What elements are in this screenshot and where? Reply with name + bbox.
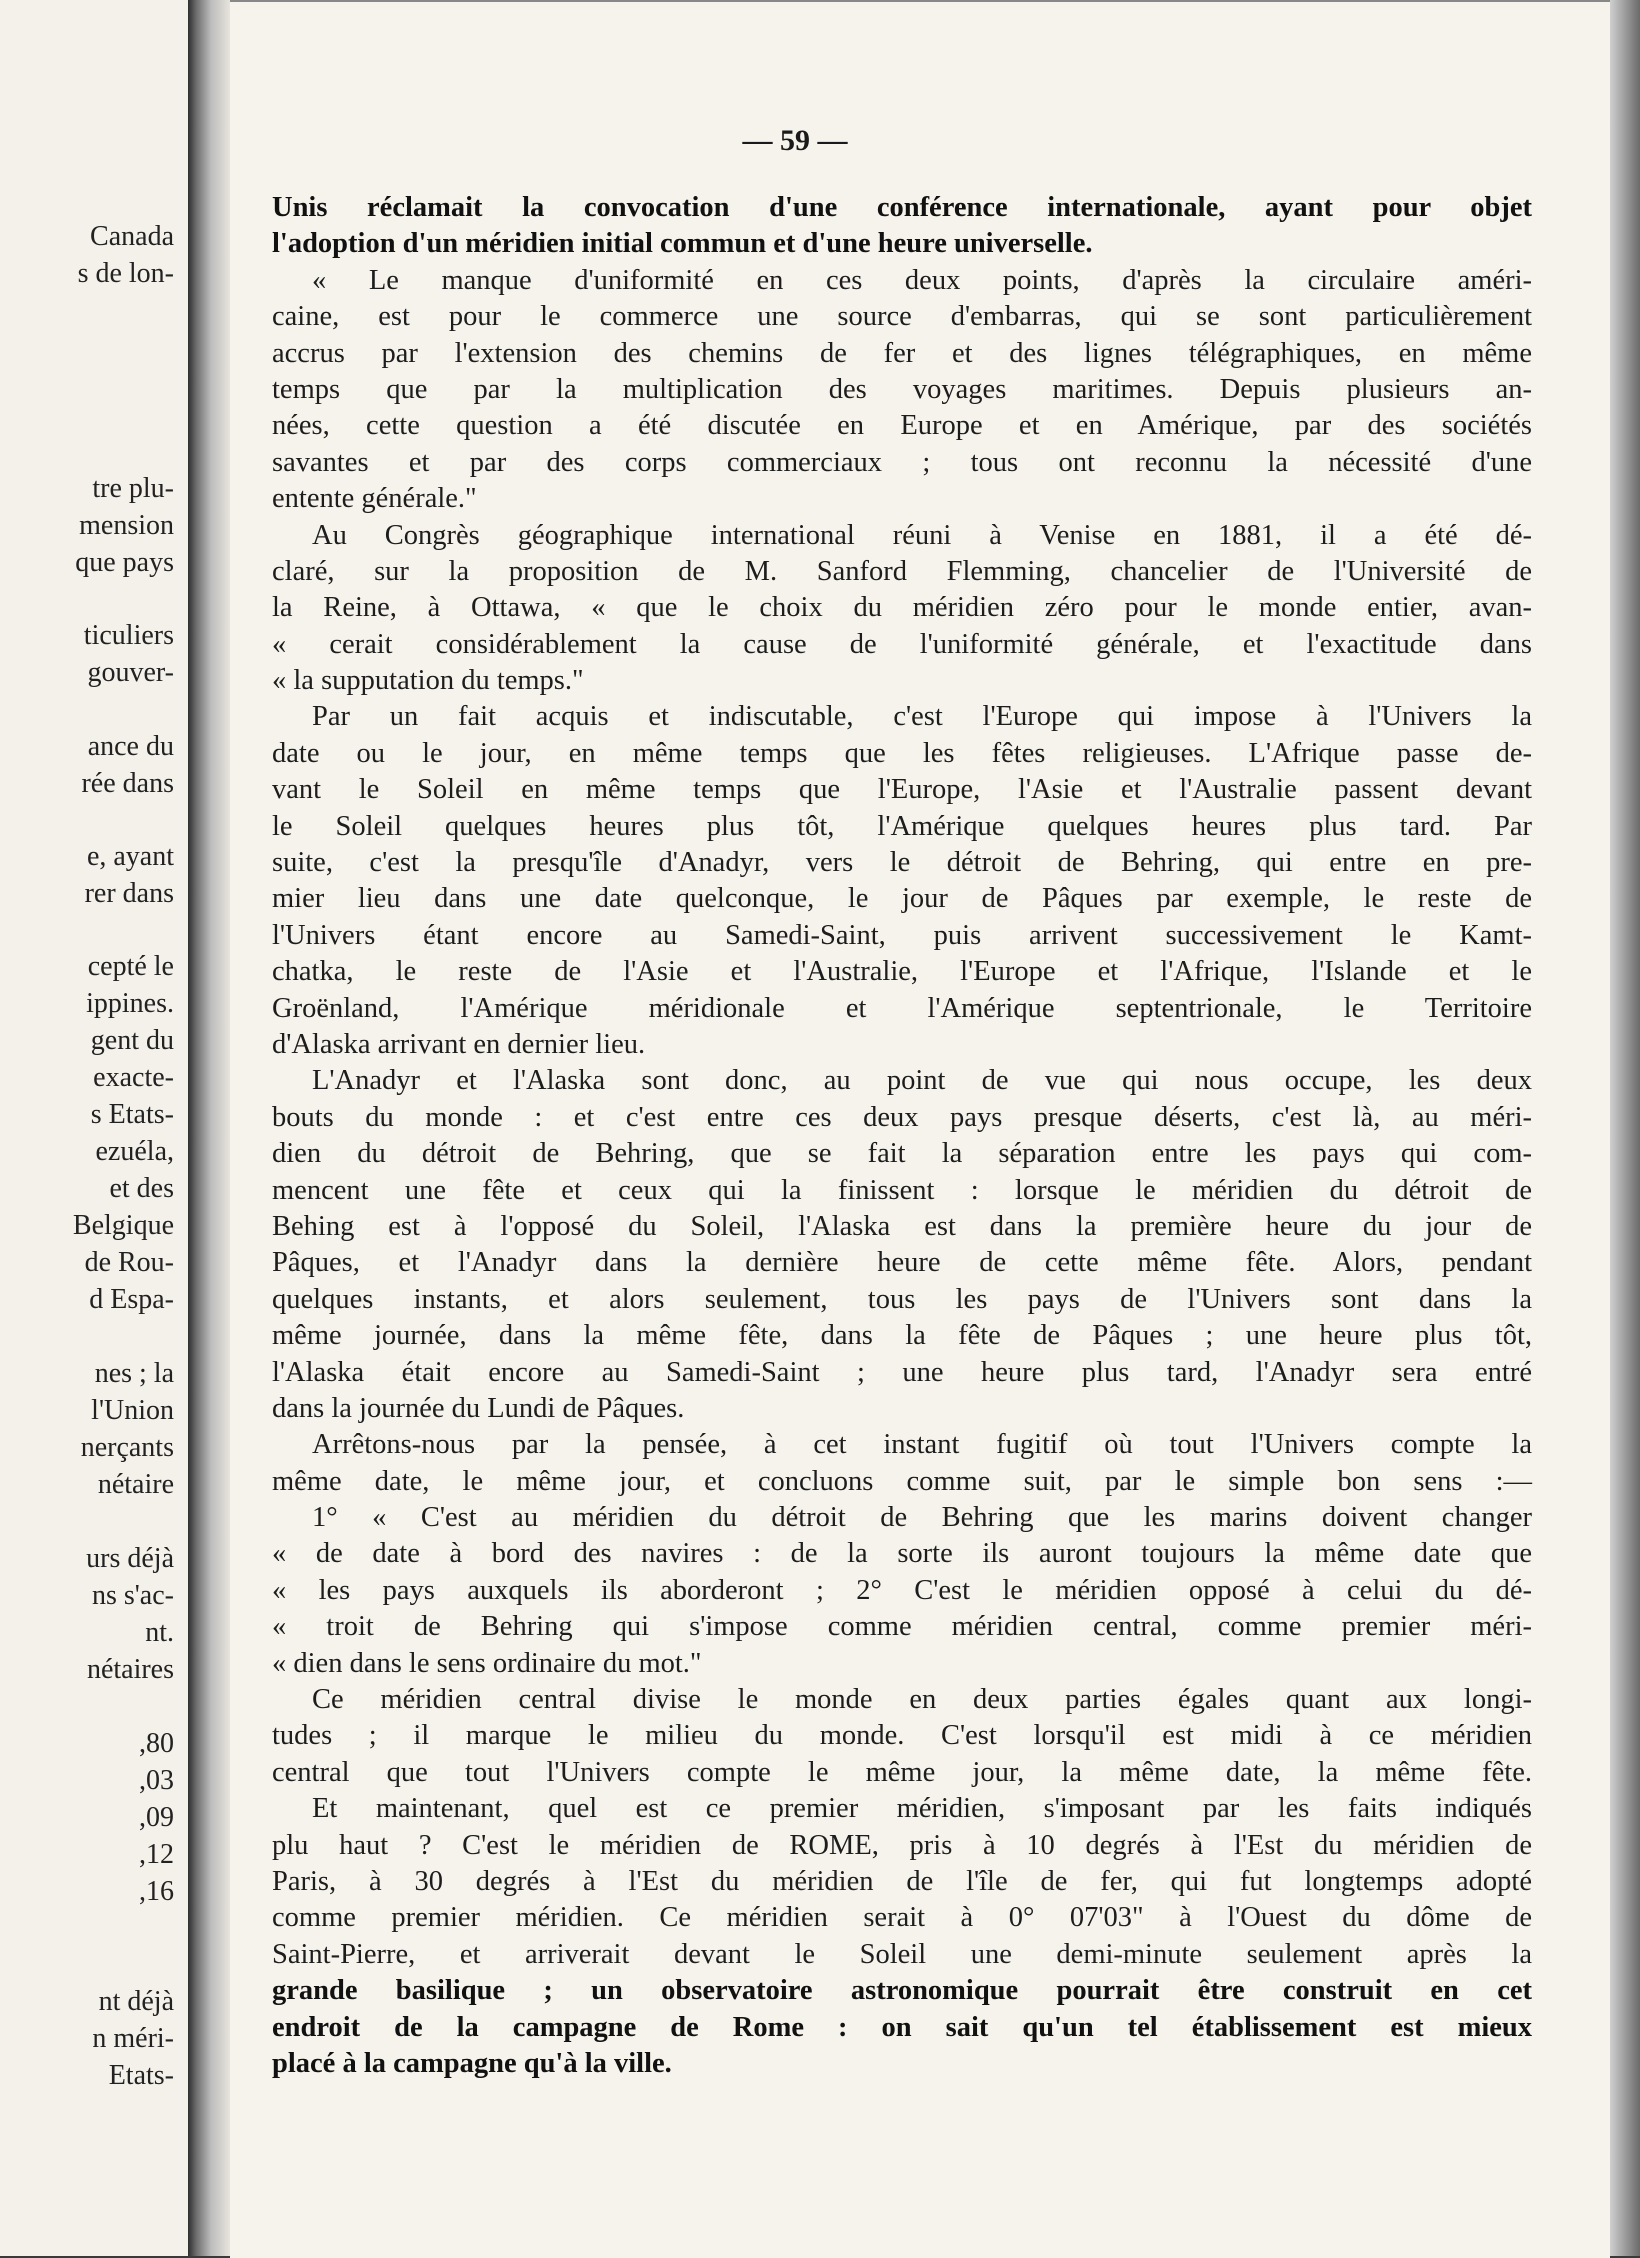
facing-page-line: Canada [90, 221, 174, 252]
text-line: l'Univers étant encore au Samedi-Saint, puis arrivent successivement le Kamt- [272, 919, 1532, 951]
text-line: mier lieu dans une date quelconque, le jour de Pâques par exemple, le reste de [272, 883, 1532, 915]
facing-page-line: nerçants [80, 1432, 174, 1463]
body-text [272, 190, 1532, 2082]
text-line: d'Alaska arrivant en dernier lieu. [272, 1028, 646, 1060]
text-line: même journée, dans la même fête, dans la fête de Pâques ; une heure plus tôt, [272, 1320, 1532, 1352]
facing-page-line: tre plu- [92, 473, 174, 504]
facing-page-line: nes ; la [94, 1358, 174, 1389]
text-line: l'adoption d'un méridien initial commun et d'une heure universelle. [272, 228, 1093, 260]
text-line: « Le manque d'uniformité en ces deux points, d'après la circulaire améri- [312, 264, 1532, 296]
text-line: temps que par la multiplication des voyages maritimes. Depuis plusieurs an- [272, 373, 1532, 405]
text-line: 1° « C'est au méridien du détroit de Behring que les marins doivent changer [312, 1502, 1532, 1534]
facing-page-line: et des [109, 1173, 174, 1204]
facing-page-line: ippines. [86, 988, 174, 1019]
text-line: Et maintenant, quel est ce premier méridien, s'imposant par les faits indiqués [312, 1793, 1532, 1825]
facing-page-line: exacte- [93, 1062, 174, 1093]
facing-page-line: nt déjà [98, 1986, 174, 2017]
text-line: « troit de Behring qui s'impose comme méridien central, comme premier méri- [272, 1611, 1532, 1643]
facing-page-line: rer dans [84, 878, 174, 909]
book-page [230, 0, 1610, 2258]
facing-page-line: gent du [90, 1025, 174, 1056]
text-line: mencent une fête et ceux qui la finissent : lorsque le méridien du détroit de [272, 1174, 1532, 1206]
text-line: placé à la campagne qu'à la ville. [272, 2047, 672, 2079]
facing-page-line: nétaire [97, 1469, 174, 1500]
text-line: le Soleil quelques heures plus tôt, l'Amérique quelques heures plus tard. Par [272, 810, 1532, 842]
text-line: Pâques, et l'Anadyr dans la dernière heure de cette même fête. Alors, pendant [272, 1247, 1532, 1279]
text-line: Arrêtons-nous par la pensée, à cet instant fugitif où tout l'Univers compte la [312, 1429, 1532, 1461]
text-line: date ou le jour, en même temps que les fêtes religieuses. L'Afrique passe de- [272, 737, 1532, 769]
text-line: grande basilique ; un observatoire astronomique pourrait être construit en cet [272, 1975, 1532, 2007]
text-line: entente générale." [272, 483, 477, 515]
facing-page-line: ,16 [139, 1876, 174, 1907]
facing-page-line: ance du [87, 731, 174, 762]
facing-page-line: nt. [145, 1617, 174, 1648]
text-line: claré, sur la proposition de M. Sanford Flemming, chancelier de l'Université de [272, 555, 1532, 587]
text-line: « les pays auxquels ils aborderont ; 2° C'est le méridien opposé à celui du dé- [272, 1574, 1532, 1606]
facing-page-line: ezuéla, [95, 1136, 174, 1167]
text-line: nées, cette question a été discutée en Europe et en Amérique, par des sociétés [272, 410, 1532, 442]
text-line: Ce méridien central divise le monde en deux parties égales quant aux longi- [312, 1684, 1532, 1716]
book-gutter [188, 0, 230, 2256]
text-line: caine, est pour le commerce une source d'embarras, qui se sont particulièrement [272, 301, 1532, 333]
text-line: la Reine, à Ottawa, « que le choix du méridien zéro pour le monde entier, avan- [272, 592, 1532, 624]
text-line: Par un fait acquis et indiscutable, c'est l'Europe qui impose à l'Univers la [312, 701, 1532, 733]
facing-page-line: gouver- [87, 657, 174, 688]
facing-page-line: s Etats- [90, 1099, 174, 1130]
text-line: accrus par l'extension des chemins de fer et des lignes télégraphiques, en même [272, 337, 1532, 369]
facing-page-line: Etats- [108, 2060, 174, 2091]
facing-page-line: cepté le [87, 951, 174, 982]
text-line: tudes ; il marque le milieu du monde. C'est lorsqu'il est midi à ce méridien [272, 1720, 1532, 1752]
facing-page-line: de Rou- [84, 1247, 174, 1278]
text-line: l'Alaska était encore au Samedi-Saint ; une heure plus tard, l'Anadyr sera entré [272, 1356, 1532, 1388]
facing-page-line: que pays [75, 547, 174, 578]
text-line: « dien dans le sens ordinaire du mot." [272, 1647, 702, 1679]
text-line: dien du détroit de Behring, que se fait la séparation entre les pays qui com- [272, 1138, 1532, 1170]
text-line: « de date à bord des navires : de la sorte ils auront toujours la même date que [272, 1538, 1532, 1570]
text-line: Paris, à 30 degrés à l'Est du méridien de l'île de fer, qui fut longtemps adopté [272, 1865, 1532, 1897]
text-line: chatka, le reste de l'Asie et l'Australie, l'Europe et l'Afrique, l'Islande et le [272, 956, 1532, 988]
page-number: — 59 — [742, 124, 848, 157]
facing-page-line: nétaires [86, 1654, 174, 1685]
facing-page-line: ,80 [139, 1728, 174, 1759]
facing-page-line: s de lon- [77, 258, 174, 289]
facing-page-line: Belgique [72, 1210, 174, 1241]
text-line: Unis réclamait la convocation d'une conférence internationale, ayant pour objet [272, 192, 1532, 223]
facing-page-line: ,03 [139, 1765, 174, 1796]
facing-page-line: ,12 [139, 1839, 174, 1870]
text-line: L'Anadyr et l'Alaska sont donc, au point de vue qui nous occupe, les deux [312, 1065, 1532, 1097]
text-line: central que tout l'Univers compte le même jour, la même date, la même fête. [272, 1756, 1532, 1788]
facing-page-line: ,09 [139, 1802, 174, 1833]
facing-page-line: ticuliers [83, 620, 174, 651]
facing-page-line: rée dans [81, 768, 174, 799]
facing-page-line: urs déjà [86, 1543, 174, 1574]
facing-page-line: e, ayant [86, 841, 174, 872]
text-line: Behing est à l'opposé du Soleil, l'Alaska est dans la première heure du jour de [272, 1210, 1532, 1242]
facing-page-line: d Espa- [89, 1284, 174, 1315]
text-line: Au Congrès géographique international réuni à Venise en 1881, il a été dé- [312, 519, 1532, 551]
text-line: Groënland, l'Amérique méridionale et l'Amérique septentrionale, le Territoire [272, 992, 1532, 1024]
facing-page-line: l'Union [91, 1395, 174, 1426]
text-line: « la supputation du temps." [272, 665, 584, 697]
text-line: plu haut ? C'est le méridien de ROME, pris à 10 degrés à l'Est du méridien de [272, 1829, 1532, 1861]
text-line: quelques instants, et alors seulement, tous les pays de l'Univers sont dans la [272, 1283, 1532, 1315]
text-line: vant le Soleil en même temps que l'Europe, l'Asie et l'Australie passent devant [272, 774, 1532, 806]
facing-page-fragment [0, 0, 188, 2256]
text-line: savantes et par des corps commerciaux ; tous ont reconnu la nécessité d'une [272, 446, 1532, 478]
text-line: suite, c'est la presqu'île d'Anadyr, vers le détroit de Behring, qui entre en pre- [272, 847, 1532, 879]
facing-page-line: ns s'ac- [91, 1580, 174, 1611]
facing-page-line: n méri- [92, 2023, 174, 2054]
text-line: bouts du monde : et c'est entre ces deux pays presque déserts, c'est là, au méri- [272, 1101, 1532, 1133]
text-line: Saint-Pierre, et arriverait devant le Soleil une demi-minute seulement après la [272, 1938, 1532, 1970]
page-edge-shadow [1610, 0, 1640, 2256]
text-line: comme premier méridien. Ce méridien serait à 0° 07'03" à l'Ouest du dôme de [272, 1902, 1532, 1934]
text-line: même date, le même jour, et concluons comme suit, par le simple bon sens :— [272, 1465, 1532, 1497]
text-line: « cerait considérablement la cause de l'uniformité générale, et l'exactitude dans [272, 628, 1532, 660]
facing-page-line: mension [79, 510, 174, 541]
text-line: dans la journée du Lundi de Pâques. [272, 1392, 685, 1424]
text-line: endroit de la campagne de Rome : on sait qu'un tel établissement est mieux [272, 2011, 1532, 2043]
